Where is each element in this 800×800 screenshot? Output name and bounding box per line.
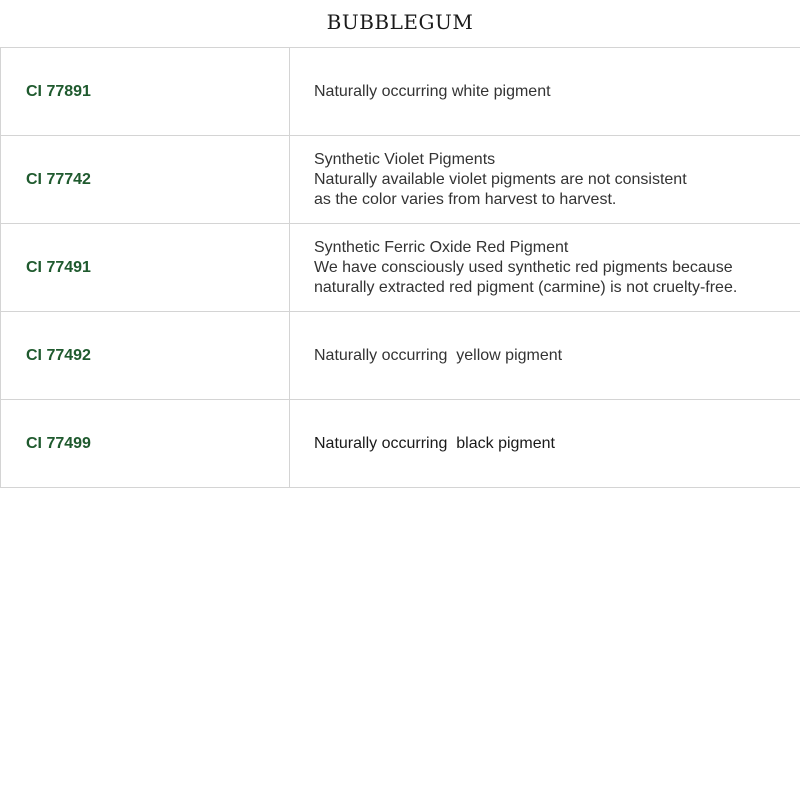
ci-code: CI 77742 — [1, 136, 290, 224]
description-line: naturally extracted red pigment (carmine) is not cruelty-free. — [314, 278, 738, 296]
ci-code: CI 77492 — [1, 312, 290, 400]
ci-code: CI 77499 — [1, 400, 290, 488]
description-line: as the color varies from harvest to harvest. — [314, 190, 617, 208]
table-row — [1, 48, 800, 136]
description-line: Naturally occurring yellow pigment — [314, 346, 563, 364]
pigment-description — [290, 48, 800, 136]
table-row — [1, 136, 800, 224]
description-line: Synthetic Ferric Oxide Red Pigment — [314, 238, 569, 256]
description-line: Naturally occurring black pigment — [314, 434, 555, 452]
pigment-description — [290, 312, 800, 400]
ci-code: CI 77891 — [1, 48, 290, 136]
description-line: We have consciously used synthetic red pigments because — [314, 258, 733, 276]
ingredients-table — [0, 47, 800, 488]
table-row — [1, 400, 800, 488]
pigment-description — [290, 136, 800, 224]
description-line: Naturally available violet pigments are not consistent — [314, 170, 687, 188]
pigment-description — [290, 224, 800, 312]
product-title: BUBBLEGUM — [326, 10, 474, 34]
table-row — [1, 224, 800, 312]
ci-code: CI 77491 — [1, 224, 290, 312]
description-line: Naturally occurring white pigment — [314, 82, 551, 100]
table-row — [1, 312, 800, 400]
pigment-description — [290, 400, 800, 488]
description-line: Synthetic Violet Pigments — [314, 150, 496, 168]
